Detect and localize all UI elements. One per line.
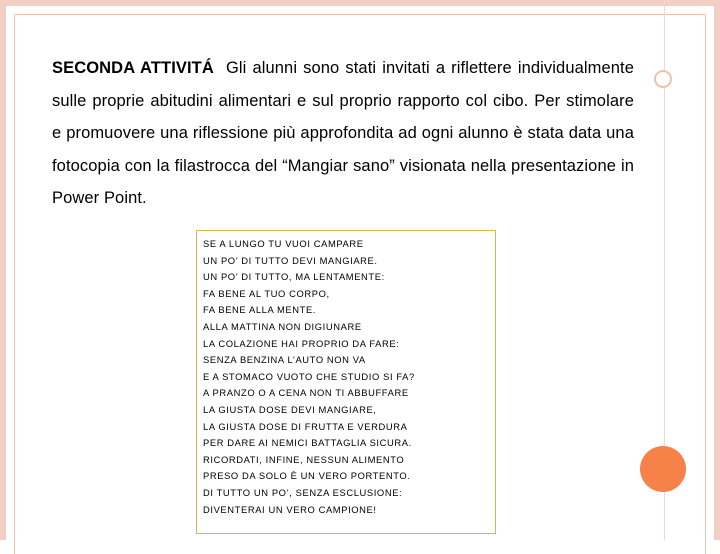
poem-line: LA GIUSTA DOSE DEVI MANGIARE,: [203, 403, 377, 415]
accent-dot: [640, 446, 686, 492]
poem-line: FA BENE ALLA MENTE.: [203, 304, 317, 316]
poem-line: UN PO’ DI TUTTO DEVI MANGIARE.: [203, 254, 378, 266]
activity-heading: SECONDA ATTIVITÁ: [52, 59, 214, 77]
poem-line: SENZA BENZINA L’AUTO NON VA: [203, 354, 366, 366]
poem-line: FA BENE AL TUO CORPO,: [203, 287, 330, 299]
poem-line: LA COLAZIONE HAI PROPRIO DA FARE:: [203, 337, 400, 349]
poem-line: SE A LUNGO TU VUOI CAMPARE: [203, 238, 364, 249]
poem-line: DIVENTERAI UN VERO CAMPIONE!: [203, 503, 377, 515]
ring-ornament: [654, 70, 672, 88]
poem-line: UN PO’ DI TUTTO, MA LENTAMENTE:: [203, 271, 385, 283]
poem-box: [196, 230, 496, 534]
poem-line: PER DARE AI NEMICI BATTAGLIA SICURA.: [203, 437, 412, 449]
poem-line: A PRANZO O A CENA NON TI ABBUFFARE: [203, 387, 409, 399]
intro-body: Gli alunni sono stati invitati a riflettere individualmente sulle proprie abitudini alimentari e sul proprio rapporto col cibo. Per stimolare e promuovere una riflessione più approfondita ad ogni alunno è stata data una fotocopia con la filastrocca del “Mangiar sano” visionata nella presentazione in Power Point.: [52, 59, 634, 207]
poem-line: ALLA MATTINA NON DIGIUNARE: [203, 320, 362, 332]
intro-paragraph: [52, 52, 634, 215]
poem-line: DI TUTTO UN PO’, SENZA ESCLUSIONE:: [203, 486, 403, 498]
poem-line: RICORDATI, INFINE, NESSUN ALIMENTO: [203, 453, 405, 465]
poem-line: E A STOMACO VUOTO CHE STUDIO SI FA?: [203, 370, 415, 382]
poem-line: LA GIUSTA DOSE DI FRUTTA E VERDURA: [203, 420, 408, 432]
poem-line: PRESO DA SOLO È UN VERO PORTENTO.: [203, 470, 411, 482]
